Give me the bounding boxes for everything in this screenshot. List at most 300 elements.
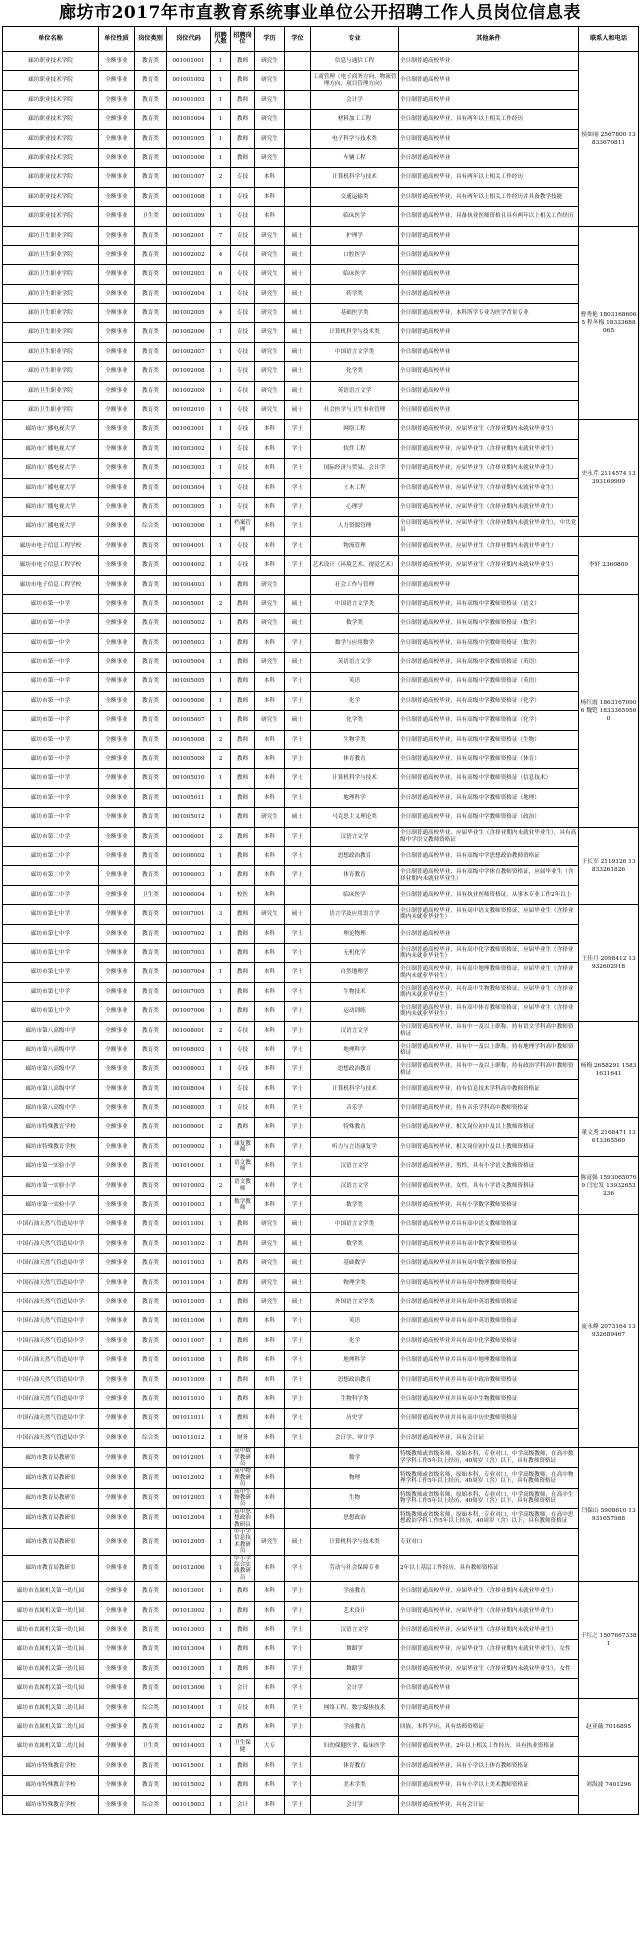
cell-degree: 学士 [285, 1137, 311, 1156]
cell-hire-count: 1 [211, 1002, 231, 1021]
cell-major: 会计学 [311, 1679, 399, 1698]
cell-hire-count: 1 [211, 982, 231, 1001]
cell-major: 数学类 [311, 1196, 399, 1215]
cell-job-category: 教育类 [135, 1756, 167, 1775]
cell-education: 本科 [255, 1640, 285, 1659]
cell-job-category: 教育类 [135, 420, 167, 439]
cell-degree [285, 207, 311, 226]
cell-degree [285, 187, 311, 206]
cell-job-code: 001007003 [167, 943, 211, 962]
cell-job-code: 001005008 [167, 730, 211, 749]
table-row [3, 808, 639, 827]
cell-job-code: 001001009 [167, 207, 211, 226]
cell-other-conditions: 全日制普通高校毕业，具有小学数学教师资格证 [399, 1196, 579, 1215]
cell-unit-name: 廊坊市第一中学 [3, 594, 99, 613]
cell-unit-nature: 全额事业 [99, 1099, 135, 1118]
cell-degree: 硕士 [285, 905, 311, 924]
cell-degree: 学士 [285, 1621, 311, 1640]
cell-degree: 学士 [285, 750, 311, 769]
cell-hire-count: 1 [211, 1312, 231, 1331]
cell-job-code: 001002002 [167, 245, 211, 264]
cell-degree: 学士 [285, 1679, 311, 1698]
cell-hire-count: 1 [211, 1601, 231, 1620]
cell-education: 研究生 [255, 129, 285, 148]
cell-unit-nature: 全额事业 [99, 885, 135, 904]
cell-job-title: 财务 [231, 1428, 255, 1447]
cell-unit-nature: 全额事业 [99, 207, 135, 226]
cell-other-conditions: 全日制普通高校毕业 [399, 90, 579, 109]
table-row [3, 1331, 639, 1350]
table-row [3, 1582, 639, 1601]
header-code: 岗位代码 [167, 27, 211, 52]
cell-unit-nature: 全额事业 [99, 847, 135, 866]
cell-job-title: 高中物理教研员 [231, 1468, 255, 1488]
cell-job-category: 教育类 [135, 1659, 167, 1678]
cell-degree: 学士 [285, 1099, 311, 1118]
table-row [3, 110, 639, 129]
cell-education: 本科 [255, 1659, 285, 1678]
cell-unit-name: 廊坊市直属机关第一幼儿园 [3, 1601, 99, 1620]
cell-major: 临床医学 [311, 207, 399, 226]
cell-unit-nature: 全额事业 [99, 556, 135, 575]
cell-unit-name: 廊坊市第一中学 [3, 711, 99, 730]
cell-major: 基础数学 [311, 1254, 399, 1273]
cell-job-title: 高中思想政治教研员 [231, 1508, 255, 1528]
cell-other-conditions: 全日制普通高校毕业并具有高中语文教师资格证 [399, 1215, 579, 1234]
cell-other-conditions: 全日制普通高校毕业，具有高中语文教师资格证，应届毕业生（含择业期内未就业毕业生） [399, 905, 579, 924]
cell-unit-nature: 全额事业 [99, 71, 135, 90]
cell-unit-nature: 全额事业 [99, 1118, 135, 1137]
cell-unit-name: 廊坊市第二中学 [3, 827, 99, 846]
cell-major: 生物科学类 [311, 1389, 399, 1408]
cell-job-category: 教育类 [135, 924, 167, 943]
header-position: 招聘岗位 [231, 27, 255, 52]
cell-major: 思想政治 [311, 1508, 399, 1528]
cell-unit-name: 廊坊市第二中学 [3, 885, 99, 904]
cell-education: 研究生 [255, 226, 285, 245]
cell-contact: 陈富强 15930650769 闫宏发 13932653236 [579, 1157, 639, 1215]
cell-education: 研究生 [255, 362, 285, 381]
table-row [3, 1099, 639, 1118]
cell-education: 本科 [255, 1079, 285, 1098]
cell-contact: 董文秀 2168471 13613365560 [579, 1118, 639, 1157]
table-row [3, 1640, 639, 1659]
table-row [3, 711, 639, 730]
cell-contact: 曹秀艳 18031686065 程冬梅 18333688065 [579, 226, 639, 420]
cell-education: 本科 [255, 1176, 285, 1195]
table-row [3, 1040, 639, 1059]
cell-hire-count: 1 [211, 536, 231, 555]
cell-unit-nature: 全额事业 [99, 1157, 135, 1176]
cell-education: 研究生 [255, 1293, 285, 1312]
table-row [3, 1717, 639, 1736]
cell-unit-nature: 全额事业 [99, 1021, 135, 1040]
cell-unit-name: 廊坊职业技术学院 [3, 207, 99, 226]
cell-job-code: 001003004 [167, 478, 211, 497]
table-row [3, 1273, 639, 1292]
cell-other-conditions: 全日制普通高校毕业，具有执业医师资格证，从事本专业工作2年以上 [399, 885, 579, 904]
cell-job-category: 教育类 [135, 52, 167, 71]
cell-unit-name: 廊坊市电子信息工程学校 [3, 536, 99, 555]
cell-job-title: 教师 [231, 808, 255, 827]
cell-degree: 学士 [285, 1118, 311, 1137]
cell-job-title: 教师 [231, 1601, 255, 1620]
cell-education: 本科 [255, 497, 285, 516]
table-row [3, 187, 639, 206]
cell-job-category: 教育类 [135, 982, 167, 1001]
cell-other-conditions: 全日制普通高校毕业，具有高中化学教师资格证，应届毕业生（含择业期内未就业毕业生） [399, 943, 579, 962]
cell-degree: 硕士 [285, 226, 311, 245]
cell-degree: 学士 [285, 1370, 311, 1389]
cell-education: 本科 [255, 730, 285, 749]
cell-contact: 刘海波 7401296 [579, 1756, 639, 1814]
cell-degree: 学士 [285, 517, 311, 536]
cell-major: 汉语言文学 [311, 1621, 399, 1640]
cell-unit-name: 廊坊市直属机关第一幼儿园 [3, 1640, 99, 1659]
cell-job-title: 中小学综合实践教研员 [231, 1555, 255, 1582]
cell-job-title: 专技 [231, 342, 255, 361]
cell-education: 本科 [255, 1099, 285, 1118]
cell-degree: 学士 [285, 1795, 311, 1814]
cell-hire-count: 1 [211, 207, 231, 226]
cell-major: 网络工程 [311, 420, 399, 439]
cell-education: 本科 [255, 1370, 285, 1389]
cell-hire-count: 1 [211, 1099, 231, 1118]
cell-job-category: 教育类 [135, 168, 167, 187]
table-row [3, 497, 639, 516]
cell-job-title: 教师 [231, 1659, 255, 1678]
cell-degree [285, 148, 311, 167]
cell-degree: 硕士 [285, 304, 311, 323]
cell-other-conditions: 全日制普通高校毕业，应届毕业生（含择业期内未就业毕业生），女性 [399, 1659, 579, 1678]
cell-other-conditions: 全日制普通高校毕业，持有信息技术学科高中教师资格证 [399, 1079, 579, 1098]
cell-unit-nature: 全额事业 [99, 129, 135, 148]
cell-job-title: 教师 [231, 1215, 255, 1234]
cell-unit-nature: 全额事业 [99, 711, 135, 730]
cell-other-conditions: 全日制普通高校毕业，应届毕业生（含择业期内未就业毕业生），具有高级中学语文教师资格证 [399, 827, 579, 846]
table-row [3, 1196, 639, 1215]
cell-job-code: 001011001 [167, 1215, 211, 1234]
table-row [3, 575, 639, 594]
cell-job-code: 001001005 [167, 129, 211, 148]
cell-hire-count: 1 [211, 866, 231, 885]
cell-hire-count: 1 [211, 1640, 231, 1659]
cell-degree [285, 52, 311, 71]
header-major: 专业 [311, 27, 399, 52]
cell-education: 本科 [255, 1312, 285, 1331]
cell-unit-name: 廊坊职业技术学院 [3, 52, 99, 71]
cell-unit-nature: 全额事业 [99, 420, 135, 439]
cell-degree [285, 129, 311, 148]
cell-job-title: 专技 [231, 401, 255, 420]
cell-other-conditions: 全日制普通高校毕业，具有高级中学教师资格证（化学） [399, 711, 579, 730]
cell-other-conditions: 全日制普通高校毕业 [399, 265, 579, 284]
cell-unit-nature: 全额事业 [99, 1331, 135, 1350]
cell-unit-name: 廊坊市第一实验小学 [3, 1196, 99, 1215]
cell-other-conditions: 全日制普通高校毕业并具有高中政治教师资格证 [399, 1370, 579, 1389]
cell-education: 本科 [255, 1021, 285, 1040]
cell-job-title: 教师 [231, 1756, 255, 1775]
cell-major: 生物技术 [311, 982, 399, 1001]
table-row [3, 1254, 639, 1273]
cell-unit-nature: 全额事业 [99, 982, 135, 1001]
cell-job-category: 教育类 [135, 1176, 167, 1195]
cell-job-title: 教师 [231, 672, 255, 691]
cell-job-title: 教师 [231, 1621, 255, 1640]
cell-major: 车辆工程 [311, 148, 399, 167]
cell-major: 中国语言文学类 [311, 1215, 399, 1234]
cell-unit-name: 廊坊职业技术学院 [3, 129, 99, 148]
cell-education: 研究生 [255, 614, 285, 633]
cell-job-code: 001011002 [167, 1234, 211, 1253]
cell-unit-name: 廊坊市第七中学 [3, 905, 99, 924]
cell-hire-count: 1 [211, 653, 231, 672]
cell-job-code: 001014003 [167, 1737, 211, 1756]
cell-hire-count: 1 [211, 847, 231, 866]
cell-hire-count: 2 [211, 168, 231, 187]
cell-other-conditions: 全日制普通高校毕业，具有高级中学教师资格证（政治） [399, 808, 579, 827]
cell-education: 研究生 [255, 381, 285, 400]
cell-other-conditions: 全日制普通高校毕业，具有会计证 [399, 1428, 579, 1447]
cell-unit-name: 廊坊市广播电视大学 [3, 439, 99, 458]
table-row [3, 226, 639, 245]
cell-unit-nature: 全额事业 [99, 866, 135, 885]
cell-degree: 硕士 [285, 342, 311, 361]
cell-job-title: 专技 [231, 556, 255, 575]
cell-degree: 学士 [285, 982, 311, 1001]
cell-job-title: 教师 [231, 963, 255, 982]
cell-unit-name: 廊坊市电子信息工程学校 [3, 556, 99, 575]
cell-degree: 学士 [285, 1698, 311, 1717]
cell-hire-count: 1 [211, 1351, 231, 1370]
cell-unit-nature: 全额事业 [99, 1312, 135, 1331]
cell-major: 计算机科学与技术 [311, 168, 399, 187]
cell-education: 本科 [255, 420, 285, 439]
cell-unit-name: 廊坊卫生职业学院 [3, 265, 99, 284]
cell-unit-name: 中国石油天然气管道局中学 [3, 1215, 99, 1234]
cell-other-conditions: 全日制普通高校毕业，持有音乐学科高中教师资格证 [399, 1099, 579, 1118]
cell-job-title: 教师 [231, 1370, 255, 1389]
cell-job-title: 教师 [231, 866, 255, 885]
cell-unit-nature: 全额事业 [99, 633, 135, 652]
cell-job-category: 教育类 [135, 1679, 167, 1698]
table-row [3, 1060, 639, 1079]
cell-unit-nature: 全额事业 [99, 1555, 135, 1582]
cell-other-conditions: 全日制普通高校毕业，具有会计证 [399, 1795, 579, 1814]
cell-degree [285, 885, 311, 904]
cell-unit-nature: 全额事业 [99, 1448, 135, 1468]
cell-other-conditions: 全日制普通高校毕业，具有高级中学教师资格证（信息技术） [399, 769, 579, 788]
cell-unit-name: 廊坊市第七中学 [3, 924, 99, 943]
cell-job-category: 教育类 [135, 90, 167, 109]
cell-job-title: 教师 [231, 1640, 255, 1659]
cell-job-code: 001009001 [167, 1118, 211, 1137]
cell-job-title: 教师 [231, 1409, 255, 1428]
cell-major: 自然地理学 [311, 963, 399, 982]
cell-education: 研究生 [255, 110, 285, 129]
cell-job-category: 教育类 [135, 711, 167, 730]
cell-other-conditions: 全日制普通高校毕业并具有高中生物教师资格证 [399, 1389, 579, 1408]
cell-other-conditions: 全日制普通高校毕业 [399, 362, 579, 381]
cell-job-category: 教育类 [135, 905, 167, 924]
cell-unit-nature: 全额事业 [99, 1196, 135, 1215]
cell-job-code: 001006004 [167, 885, 211, 904]
cell-major: 地理科学 [311, 1040, 399, 1059]
cell-other-conditions: 全日制普通高校毕业并具有高中英语教师资格证 [399, 1293, 579, 1312]
cell-job-code: 001005001 [167, 594, 211, 613]
cell-degree: 硕士 [285, 1529, 311, 1556]
cell-other-conditions: 全日制普通高校毕业并具有高中英语教师资格证 [399, 1312, 579, 1331]
cell-unit-name: 廊坊市特殊教育学校 [3, 1756, 99, 1775]
cell-hire-count: 1 [211, 1234, 231, 1253]
table-row [3, 1737, 639, 1756]
cell-other-conditions: 全日制普通高校毕业，应届毕业生（含择业期内未就业毕业生） [399, 497, 579, 516]
cell-education: 本科 [255, 943, 285, 962]
cell-education: 研究生 [255, 304, 285, 323]
cell-unit-nature: 全额事业 [99, 1776, 135, 1795]
cell-job-title: 语文教师 [231, 1157, 255, 1176]
cell-other-conditions: 全日制普通高校毕业 [399, 148, 579, 167]
cell-job-code: 001002004 [167, 284, 211, 303]
cell-job-title: 教师 [231, 1234, 255, 1253]
cell-education: 本科 [255, 1795, 285, 1814]
cell-job-category: 教育类 [135, 265, 167, 284]
cell-other-conditions: 全日制普通高校毕业，相关岗位初中及以上教师资格证 [399, 1118, 579, 1137]
cell-job-category: 教育类 [135, 439, 167, 458]
cell-other-conditions: 特级教师或省级名师，原始本科，专业对口，中学高级教师，在高中生物学科工作5年以上经历，40周岁（含）以下，具有教师资格证 [399, 1488, 579, 1508]
cell-hire-count: 2 [211, 1021, 231, 1040]
cell-other-conditions: 全日制普通高校毕业，具有高级中学教师资格证（体育） [399, 750, 579, 769]
cell-job-title: 教师 [231, 1273, 255, 1292]
cell-hire-count: 1 [211, 1756, 231, 1775]
cell-job-code: 001011006 [167, 1312, 211, 1331]
cell-unit-name: 廊坊市教育局教研室 [3, 1448, 99, 1468]
cell-other-conditions: 全日制普通高校毕业 [399, 1698, 579, 1717]
cell-degree: 硕士 [285, 1215, 311, 1234]
cell-other-conditions: 全日制普通高校毕业 [399, 575, 579, 594]
cell-education: 本科 [255, 1196, 285, 1215]
cell-unit-nature: 全额事业 [99, 304, 135, 323]
cell-other-conditions: 全日制普通高校毕业，男性，具有小学语文教师资格证 [399, 1157, 579, 1176]
cell-degree [285, 110, 311, 129]
cell-major: 特殊教育 [311, 1118, 399, 1137]
cell-education: 研究生 [255, 52, 285, 71]
table-row [3, 788, 639, 807]
cell-major: 思想政治教育 [311, 1060, 399, 1079]
cell-job-title: 教师 [231, 90, 255, 109]
cell-degree: 学士 [285, 536, 311, 555]
cell-job-title: 教师 [231, 847, 255, 866]
cell-job-code: 001005007 [167, 711, 211, 730]
cell-unit-name: 中国石油天然气管道局中学 [3, 1312, 99, 1331]
cell-unit-name: 廊坊市广播电视大学 [3, 478, 99, 497]
cell-hire-count: 1 [211, 1293, 231, 1312]
cell-hire-count: 1 [211, 1137, 231, 1156]
cell-job-category: 教育类 [135, 1409, 167, 1428]
cell-unit-name: 中国石油天然气管道局中学 [3, 1234, 99, 1253]
cell-education: 本科 [255, 750, 285, 769]
cell-unit-name: 廊坊卫生职业学院 [3, 401, 99, 420]
cell-job-title: 教师 [231, 1118, 255, 1137]
cell-major: 会计学 [311, 90, 399, 109]
cell-education: 研究生 [255, 245, 285, 264]
cell-job-code: 001011010 [167, 1389, 211, 1408]
cell-job-category: 教育类 [135, 1582, 167, 1601]
cell-unit-name: 廊坊市第一中学 [3, 614, 99, 633]
table-row [3, 1409, 639, 1428]
cell-degree: 学士 [285, 847, 311, 866]
cell-degree: 学士 [285, 1717, 311, 1736]
cell-unit-nature: 全额事业 [99, 963, 135, 982]
cell-other-conditions: 全日制普通高校毕业并具有高中历史教师资格证 [399, 1409, 579, 1428]
cell-hire-count: 1 [211, 1060, 231, 1079]
cell-education: 本科 [255, 1508, 285, 1528]
cell-job-title: 专技 [231, 497, 255, 516]
cell-other-conditions: 全日制普通高校毕业，应届毕业生（含择业期内未就业毕业生） [399, 459, 579, 478]
table-row [3, 982, 639, 1001]
cell-unit-nature: 全额事业 [99, 1468, 135, 1488]
cell-education: 本科 [255, 1137, 285, 1156]
cell-other-conditions: 全日制普通高校毕业，具有高级中学教师资格证（语文） [399, 594, 579, 613]
cell-unit-nature: 全额事业 [99, 1254, 135, 1273]
cell-job-category: 教育类 [135, 1021, 167, 1040]
table-row [3, 71, 639, 90]
cell-job-category: 教育类 [135, 1370, 167, 1389]
cell-unit-nature: 全额事业 [99, 52, 135, 71]
cell-education: 研究生 [255, 148, 285, 167]
cell-unit-nature: 全额事业 [99, 1659, 135, 1678]
cell-education: 研究生 [255, 1254, 285, 1273]
cell-hire-count: 1 [211, 323, 231, 342]
cell-job-title: 教师 [231, 943, 255, 962]
cell-job-code: 001006001 [167, 827, 211, 846]
cell-unit-nature: 全额事业 [99, 594, 135, 613]
cell-unit-name: 廊坊卫生职业学院 [3, 381, 99, 400]
cell-job-code: 001005003 [167, 633, 211, 652]
cell-job-code: 001008005 [167, 1099, 211, 1118]
cell-unit-name: 廊坊市直属机关第一幼儿园 [3, 1659, 99, 1678]
cell-hire-count: 2 [211, 1118, 231, 1137]
cell-unit-nature: 全额事业 [99, 245, 135, 264]
table-row [3, 342, 639, 361]
cell-major: 中国语言文学类 [311, 342, 399, 361]
cell-job-category: 教育类 [135, 1448, 167, 1468]
table-row [3, 304, 639, 323]
cell-job-code: 001006002 [167, 847, 211, 866]
table-row [3, 924, 639, 943]
cell-unit-name: 廊坊职业技术学院 [3, 90, 99, 109]
cell-unit-name: 廊坊市第八高级中学 [3, 1060, 99, 1079]
cell-degree [285, 575, 311, 594]
cell-job-title: 教师 [231, 924, 255, 943]
cell-degree: 硕士 [285, 614, 311, 633]
cell-unit-name: 廊坊市特殊教育学校 [3, 1776, 99, 1795]
cell-major: 外国语言文学类 [311, 1293, 399, 1312]
cell-job-code: 001007001 [167, 905, 211, 924]
cell-other-conditions: 全日制普通高校毕业，应届毕业生（含择业期内未就业毕业生） [399, 1601, 579, 1620]
cell-job-title: 教师 [231, 1002, 255, 1021]
cell-unit-name: 廊坊市第七中学 [3, 982, 99, 1001]
cell-major: 生物 [311, 1488, 399, 1508]
cell-job-title: 教师 [231, 905, 255, 924]
cell-job-code: 001013002 [167, 1601, 211, 1620]
table-row [3, 478, 639, 497]
cell-other-conditions: 全日制普通高校毕业，应届毕业生（含择业期内未就业毕业生） [399, 420, 579, 439]
cell-major: 临床医学 [311, 265, 399, 284]
cell-hire-count: 1 [211, 924, 231, 943]
cell-job-title: 专技 [231, 381, 255, 400]
cell-job-title: 专技 [231, 362, 255, 381]
